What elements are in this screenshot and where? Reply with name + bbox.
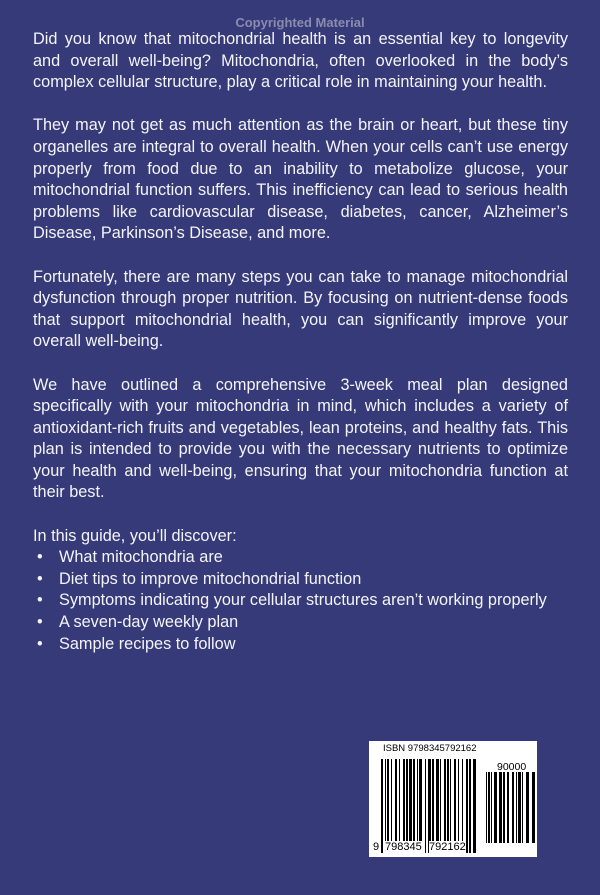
barcode-bar	[516, 772, 517, 843]
barcode-bar	[428, 759, 431, 853]
paragraph: Did you know that mitochondrial health is an essential key to longevity and overall well-being? Mitochondria, often overlooked in the body’s complex cellular structure, play a critical role in maintaining your health.	[33, 30, 568, 92]
barcode-bar	[432, 759, 434, 853]
list-intro: In this guide, you’ll discover:	[33, 526, 237, 545]
barcode-bar	[391, 759, 392, 853]
paragraph: Fortunately, there are many steps you can take to manage mitochondrial dysfunction through proper nutrition. By focusing on nutrient-dense foods that support mitochondrial health, you can significantly improve your overall well-being.	[33, 267, 568, 351]
barcode-bar	[469, 759, 471, 853]
barcode-bar	[440, 759, 441, 853]
barcode-bar	[444, 759, 446, 853]
barcode-bar	[395, 759, 397, 853]
list-item: • Symptoms indicating your cellular structures aren’t working properly	[59, 590, 568, 612]
barcode-bar	[466, 759, 468, 853]
barcode-bar	[532, 772, 535, 843]
barcode-bar	[494, 772, 497, 843]
barcode-bar	[406, 759, 408, 853]
barcode-bar	[425, 759, 426, 853]
barcode-bar	[512, 772, 514, 843]
barcode-bar	[488, 772, 490, 843]
barcode-bar	[447, 759, 449, 853]
barcode-bar	[462, 759, 463, 853]
barcode-lead-digit: 9	[373, 841, 380, 853]
barcode-bar	[458, 759, 459, 853]
barcode-bar	[385, 759, 386, 853]
price-addon: 90000	[497, 761, 527, 773]
barcode-bar	[387, 759, 389, 853]
back-cover-text	[33, 29, 568, 655]
list-item: • What mitochondria are	[59, 547, 568, 569]
isbn-barcode	[369, 741, 537, 857]
list-item: • Sample recipes to follow	[59, 634, 568, 656]
list-item: • A seven-day weekly plan	[59, 612, 568, 634]
barcode-bar	[409, 759, 412, 853]
barcode-bar	[450, 759, 451, 853]
barcode-bars	[369, 741, 537, 857]
barcode-bar	[507, 772, 509, 843]
paragraph: They may not get as much attention as the brain or heart, but these tiny organelles are integral to overall health. When your cells can’t use energy properly from food due to an inability to metabolize glucose, your mitochondrial function suffers. This inefficiency can lead to serious health problems like cardiovascular disease, diabetes, cancer, Alzheimer’s Disease, Parkinson’s Disease, and more.	[33, 116, 568, 243]
barcode-bar	[399, 759, 400, 853]
barcode-bar	[491, 772, 492, 843]
barcode-bar	[518, 772, 521, 843]
barcode-bar	[403, 759, 405, 853]
isbn-label: ISBN 9798345792162	[383, 743, 477, 754]
barcode-bar	[419, 759, 422, 853]
barcode-bar	[454, 759, 456, 853]
barcode-bar	[526, 772, 529, 843]
barcode-bar	[473, 759, 476, 853]
feature-list	[33, 547, 568, 655]
barcode-bar	[503, 772, 505, 843]
barcode-bar	[522, 772, 523, 843]
barcode-bar	[486, 772, 487, 843]
copyright-watermark: Copyrighted Material	[235, 15, 365, 30]
barcode-bar	[381, 759, 383, 853]
barcode-group-2: 792162	[429, 841, 466, 853]
barcode-bar	[413, 759, 415, 853]
barcode-bar	[499, 772, 502, 843]
barcode-group-1: 798345	[385, 841, 422, 853]
list-item: • Diet tips to improve mitochondrial function	[59, 569, 568, 591]
barcode-bar	[417, 759, 418, 853]
paragraph: We have outlined a comprehensive 3-week meal plan designed specifically with your mitochondria in mind, which includes a variety of antioxidant-rich fruits and vegetables, lean proteins, and healthy fats. This plan is intended to provide you with the necessary nutrients to optimize your health and well-being, ensuring that your mitochondria function at their best.	[33, 375, 568, 502]
barcode-bar	[436, 759, 439, 853]
